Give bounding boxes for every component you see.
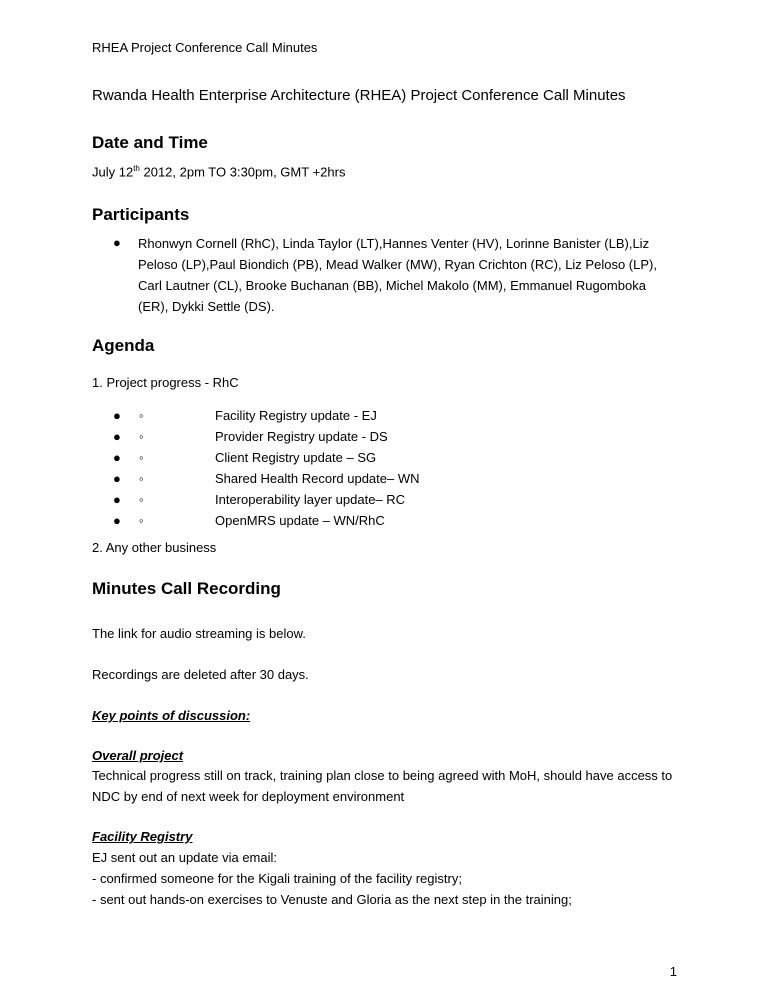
date-heading: Date and Time — [92, 133, 208, 152]
agenda-subitem: ● ◦ Shared Health Record update– WN — [113, 471, 420, 486]
circle-bullet-icon: ◦ — [139, 471, 144, 486]
overall-project-heading: Overall project — [92, 748, 184, 763]
agenda-item-1: 1. Project progress - RhC — [92, 375, 239, 390]
agenda-item-2: 2. Any other business — [92, 540, 217, 555]
agenda-subitem: ● ◦ Interoperability layer update– RC — [113, 492, 406, 507]
running-header: RHEA Project Conference Call Minutes — [92, 40, 318, 55]
bullet-icon: ● — [113, 471, 121, 486]
recording-note: Recordings are deleted after 30 days. — [92, 667, 309, 682]
date-text: July 12th 2012, 2pm TO 3:30pm, GMT +2hrs — [92, 164, 346, 180]
circle-bullet-icon: ◦ — [139, 513, 144, 528]
circle-bullet-icon: ◦ — [139, 429, 144, 444]
participants-heading: Participants — [92, 205, 190, 224]
document-title: Rwanda Health Enterprise Architecture (RHEA) Project Conference Call Minutes — [92, 87, 626, 104]
agenda-subitem: ● ◦ Provider Registry update - DS — [113, 429, 388, 444]
minutes-heading: Minutes Call Recording — [92, 579, 281, 598]
agenda-subitem: ● ◦ OpenMRS update – WN/RhC — [113, 513, 385, 528]
circle-bullet-icon: ◦ — [139, 408, 144, 423]
participants-text: Rhonwyn Cornell (RhC), Linda Taylor (LT),Hannes Venter (HV), Lorinne Banister (LB),Liz Peloso (LP),Paul Biondich (PB), Mead Walker (MW), Ryan Crichton (RC), Liz Peloso (LP), Carl Lautner (CL), Brooke Buchanan (BB), Michel Makolo (MM), Emmanuel Rugomboka (ER), Dykki Settle (DS). — [138, 236, 657, 314]
facility-registry-heading: Facility Registry — [92, 829, 193, 844]
agenda-subitem: ● ◦ Client Registry update – SG — [113, 450, 377, 465]
bullet-icon: ● — [113, 429, 121, 444]
recording-link-text: The link for audio streaming is below. — [92, 626, 306, 641]
agenda-heading: Agenda — [92, 336, 155, 355]
facility-registry-line: EJ sent out an update via email: — [92, 850, 278, 865]
bullet-icon: ● — [113, 235, 121, 250]
bullet-icon: ● — [113, 408, 121, 423]
facility-registry-line: - sent out hands-on exercises to Venuste and Gloria as the next step in the training; — [92, 892, 572, 907]
overall-project-line: NDC by end of next week for deployment environment — [92, 789, 405, 804]
page-number: 1 — [669, 964, 677, 979]
bullet-icon: ● — [113, 450, 121, 465]
circle-bullet-icon: ◦ — [139, 492, 144, 507]
overall-project-line: Technical progress still on track, training plan close to being agreed with MoH, should have access to — [92, 768, 673, 783]
circle-bullet-icon: ◦ — [139, 450, 144, 465]
bullet-icon: ● — [113, 513, 121, 528]
facility-registry-line: - confirmed someone for the Kigali training of the facility registry; — [92, 871, 462, 886]
key-points-heading: Key points of discussion: — [92, 708, 251, 723]
bullet-icon: ● — [113, 492, 121, 507]
agenda-subitem: ● ◦ Facility Registry update - EJ — [113, 408, 377, 423]
